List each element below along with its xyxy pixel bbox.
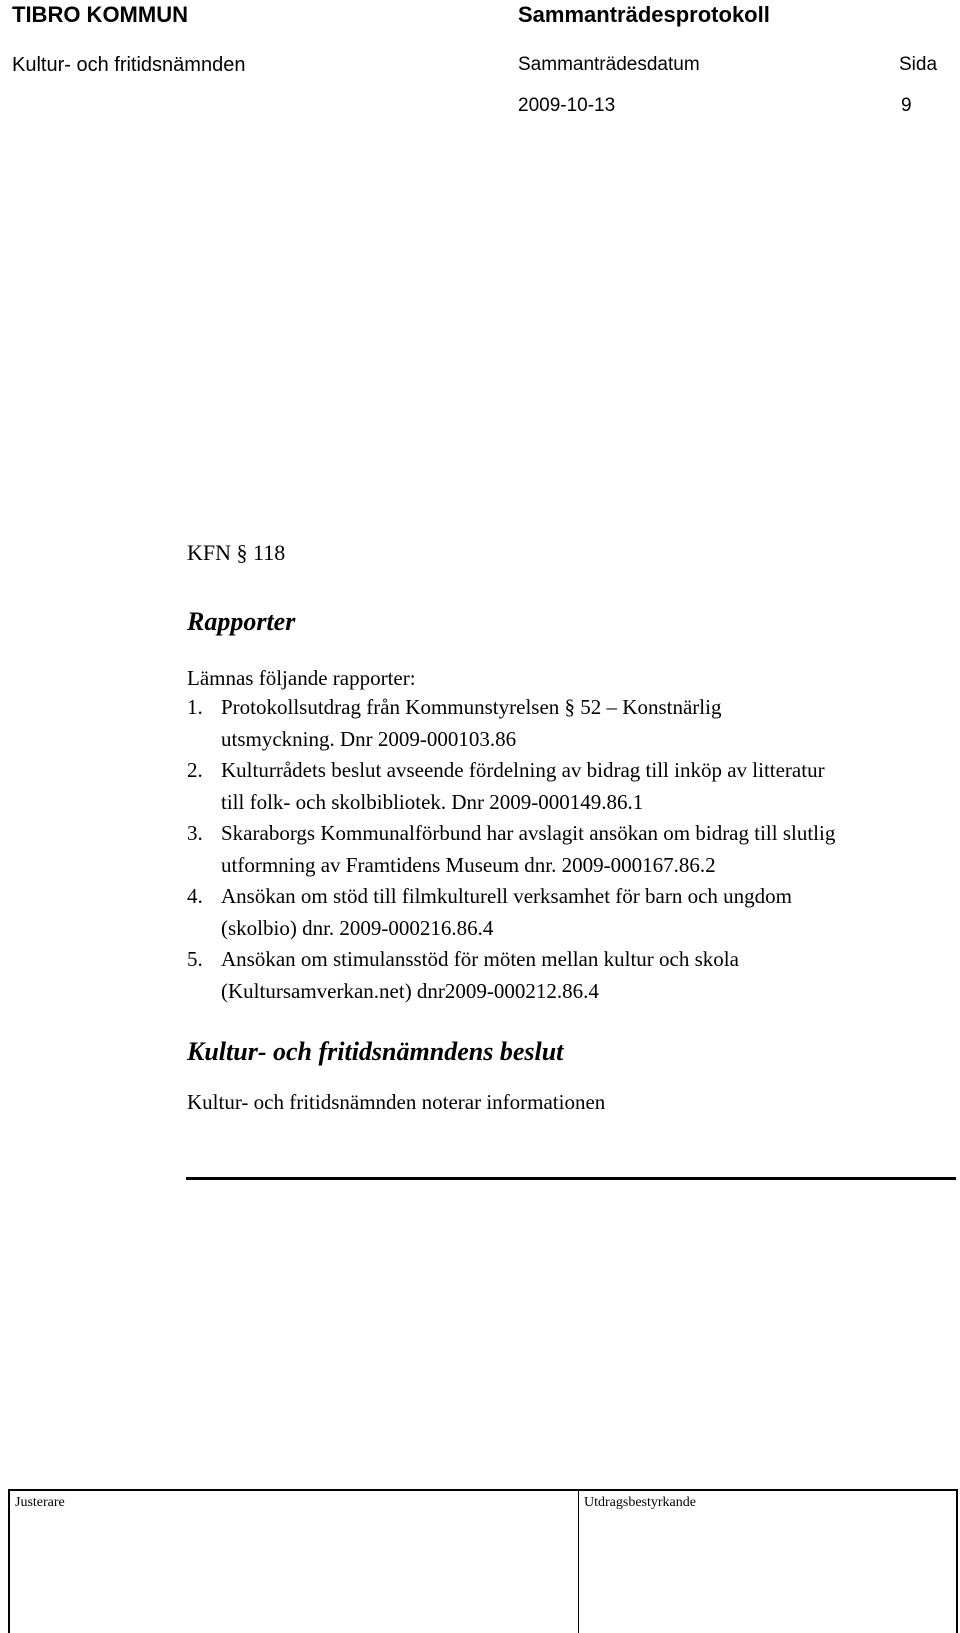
list-item — [187, 755, 947, 818]
page-label: Sida — [899, 54, 938, 75]
decision-text: Kultur- och fritidsnämnden noterar informationen — [187, 1090, 606, 1114]
section-title: Rapporter — [187, 607, 296, 636]
list-item-text-cont: utformning av Framtidens Museum dnr. 2009-000167.86.2 — [221, 852, 716, 877]
list-item-number: 3. — [187, 821, 203, 845]
page-number: 9 — [901, 95, 912, 116]
list-item-text-cont: (Kultursamverkan.net) dnr2009-000212.86.4 — [221, 978, 599, 1003]
meeting-date: 2009-10-13 — [518, 95, 616, 116]
report-list — [187, 692, 947, 1007]
list-item-text: Kulturrådets beslut avseende fördelning av bidrag till inköp av litteratur — [221, 758, 825, 782]
list-item — [187, 692, 947, 755]
list-item-number: 1. — [187, 695, 203, 719]
section-number: KFN § 118 — [187, 540, 286, 565]
document-type: Sammanträdesprotokoll — [518, 2, 770, 27]
list-item-text: Ansökan om stimulansstöd för möten mellan kultur och skola — [221, 947, 739, 971]
list-item — [187, 818, 947, 881]
list-item-text-cont: (skolbio) dnr. 2009-000216.86.4 — [221, 915, 494, 940]
list-item — [187, 944, 947, 1007]
decision-title: Kultur- och fritidsnämndens beslut — [187, 1037, 564, 1066]
section-intro: Lämnas följande rapporter: — [187, 666, 416, 690]
meeting-date-label: Sammanträdesdatum — [518, 54, 700, 75]
list-item-number: 5. — [187, 947, 203, 971]
section-divider — [186, 1177, 956, 1180]
board-name: Kultur- och fritidsnämnden — [12, 54, 246, 76]
footer-justerare-label: Justerare — [15, 1495, 65, 1510]
list-item-text-cont: till folk- och skolbibliotek. Dnr 2009-000149.86.1 — [221, 789, 644, 814]
list-item-text: Protokollsutdrag från Kommunstyrelsen § 52 – Konstnärlig — [221, 695, 722, 719]
footer-utdragsbestyrkande-label: Utdragsbestyrkande — [584, 1495, 696, 1510]
list-item-text: Ansökan om stöd till filmkulturell verksamhet för barn och ungdom — [221, 884, 792, 908]
list-item-number: 4. — [187, 884, 203, 908]
list-item-text-cont: utsmyckning. Dnr 2009-000103.86 — [221, 726, 517, 751]
organization-name: TIBRO KOMMUN — [12, 2, 188, 27]
list-item-number: 2. — [187, 758, 203, 782]
footer-divider — [578, 1491, 579, 1633]
list-item — [187, 881, 947, 944]
signature-footer — [8, 1489, 958, 1633]
list-item-text: Skaraborgs Kommunalförbund har avslagit ansökan om bidrag till slutlig — [221, 821, 836, 845]
